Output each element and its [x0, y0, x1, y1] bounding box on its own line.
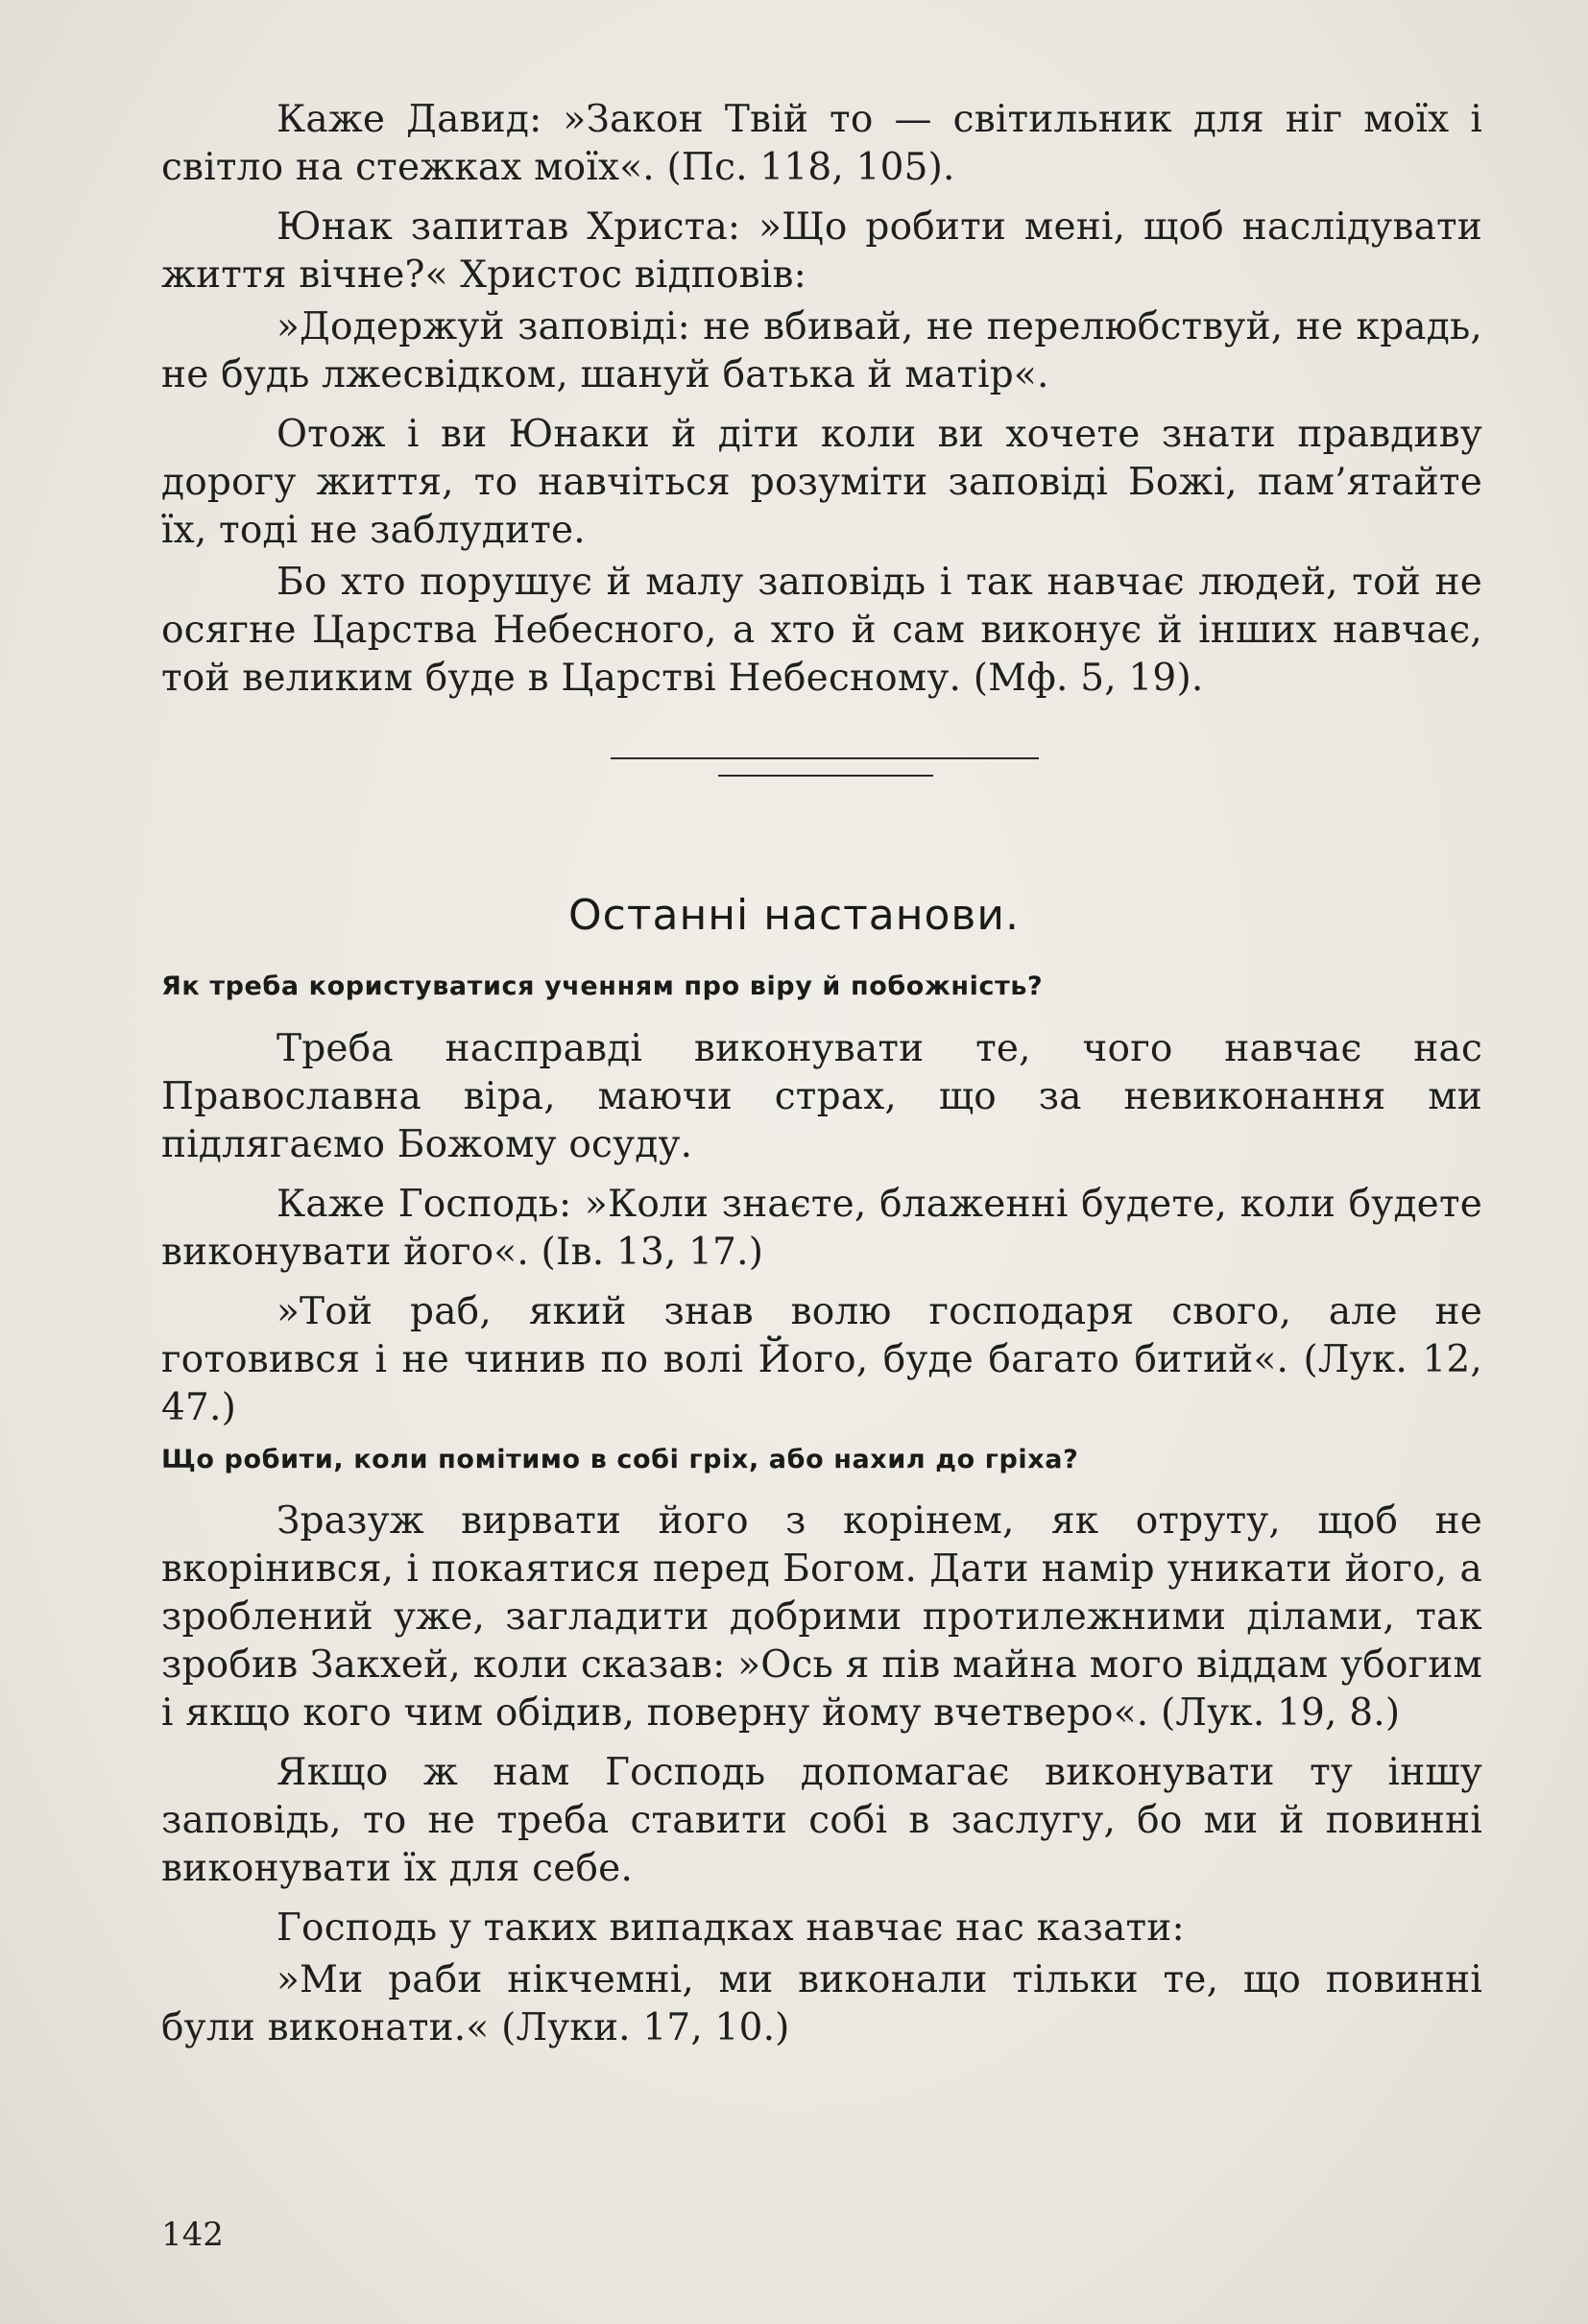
answer-block-1	[161, 1025, 1482, 1432]
paragraph-servants-quote: »Ми раби нікчемні, ми виконали тільки те, що повинні були виконати.« (Луки. 17, 10.)	[161, 1958, 1482, 2049]
paragraph-answer-1: Треба насправді виконувати те, чого навчає нас Православна віра, маючи страх, що за невиконання ми підлягаємо Божому осуду.	[161, 1027, 1482, 1166]
divider-short	[718, 775, 933, 777]
paragraph-exhortation: Отож і ви Юнаки й діти коли ви хочете знати правдиву дорогу життя, то навчіться розуміти заповіді Божі, пам’ятайте їх, тоді не заблудите.	[161, 413, 1482, 552]
paragraph-lord-quote: Каже Господь: »Коли знаєте, блаженні будете, коли будете виконувати його«. (Ів. 13, 17.)	[161, 1183, 1482, 1274]
paragraph-merit: Якщо ж нам Господь допомагає виконувати ту іншу заповідь, то не треба ставити собі в заслугу, бо ми й повинні виконувати їх для себе.	[161, 1751, 1482, 1890]
divider-long	[611, 757, 1039, 759]
paragraph-lord-teaches: Господь у таких випадках навчає нас казати:	[277, 1906, 1185, 1950]
paragraph-david-quote: Каже Давид: »Закон Твій то — світильник для ніг моїх і світло на стежках моїх«. (Пс. 118, 105).	[161, 98, 1482, 189]
paragraph-commandments: »Додержуй заповіді: не вбивай, не перелюбствуй, не крадь, не будь лжесвідком, шануй батька й матір«.	[161, 305, 1482, 396]
paragraph-youth-question: Юнак запитав Христа: »Що робити мені, щоб наслідувати життя вічне?« Христос відповів:	[161, 205, 1482, 297]
section-title: Останні настанови.	[568, 891, 1020, 940]
question-heading-1: Як треба користуватися ученням про віру й побожність?	[161, 971, 1044, 1001]
paragraph-kingdom: Бо хто порушує й малу заповідь і так навчає людей, той не осягне Царства Небесного, а хто й сам виконує й інших навчає, той великим буде в Царстві Небесному. (Мф. 5, 19).	[161, 561, 1482, 700]
top-text-block	[161, 96, 1482, 703]
paragraph-servant-quote: »Той раб, який знав волю господаря свого, але не готовився і не чинив по волі Його, буде багато битий«. (Лук. 12, 47.)	[161, 1290, 1482, 1429]
paragraph-answer-2: Зразуж вирвати його з корінем, як отруту, щоб не вкорінився, і покаятися перед Богом. Дати намір уникати його, а зроблений уже, загладити добрими протилежними ділами, так зробив Закхей, коли сказав: »Ось я пів майна мого віддам убогим і якщо кого чим обідив, поверну йому вчетверо«. (Лук. 19, 8.)	[161, 1499, 1482, 1735]
question-heading-2: Що робити, коли помітимо в собі гріх, або нахил до гріха?	[161, 1445, 1079, 1474]
answer-block-2	[161, 1497, 1482, 2052]
page-number: 142	[161, 2216, 224, 2254]
